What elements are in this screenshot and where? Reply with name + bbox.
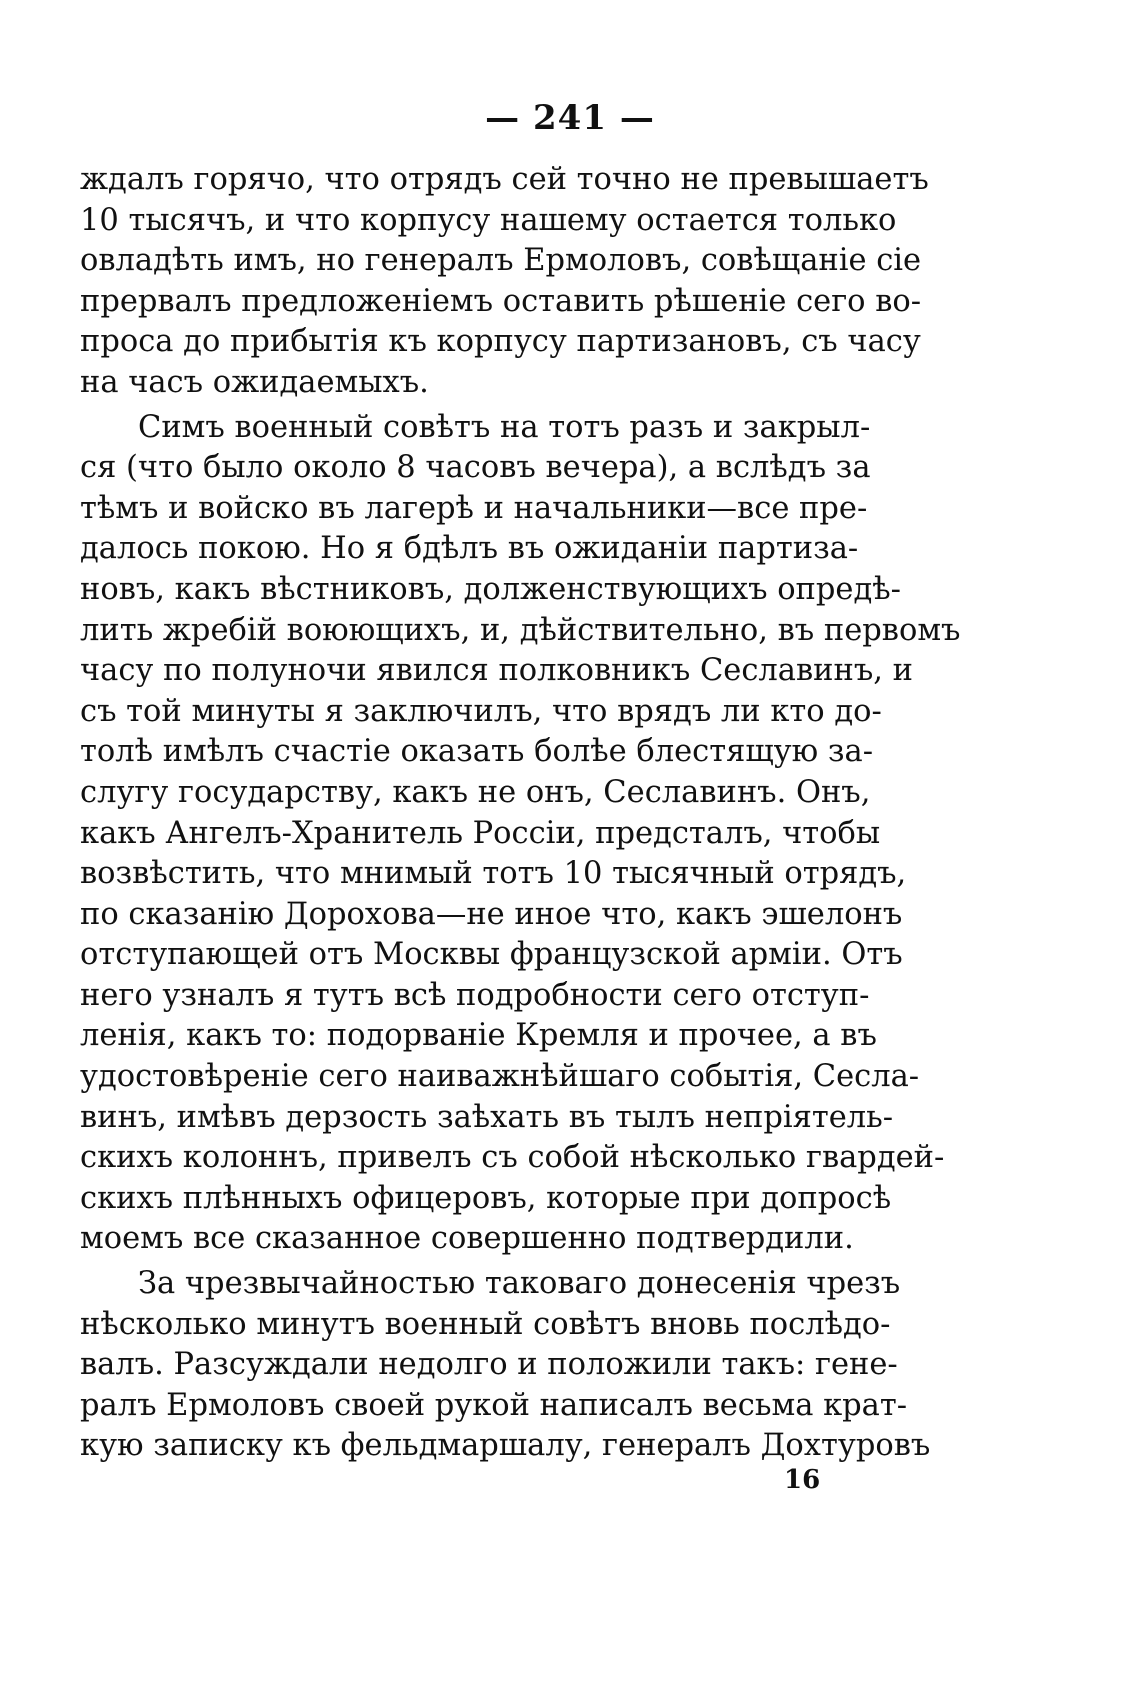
text-line: ждалъ горячо, что отрядъ сей точно не превышаетъ xyxy=(80,162,929,197)
text-line: ралъ Ермоловъ своей рукой написалъ весьма крат- xyxy=(80,1387,908,1423)
text-line: слугу государству, какъ не онъ, Сеславинъ. Онъ, xyxy=(80,774,871,810)
text-line: отступающей отъ Москвы французской арміи. Отъ xyxy=(80,937,903,973)
text-line: лить жребій воюющихъ, и, дѣйствительно, въ первомъ xyxy=(80,612,961,648)
text-line: ленія, какъ то: подорваніе Кремля и прочее, а въ xyxy=(80,1018,877,1054)
text-line: моемъ все сказанное совершенно подтвердили. xyxy=(80,1221,854,1257)
text-line: За чрезвычайностью таковаго донесенія чрезъ xyxy=(138,1266,901,1302)
text-line: съ той минуты я заключилъ, что врядъ ли кто до- xyxy=(80,693,882,729)
text-line: на часъ ожидаемыхъ. xyxy=(80,364,429,400)
page-number: — 241 — xyxy=(485,98,655,138)
text-line: прервалъ предложеніемъ оставить рѣшеніе сего во- xyxy=(80,283,922,319)
text-line: Симъ военный совѣтъ на тотъ разъ и закрыл- xyxy=(138,409,871,445)
text-line: кую записку къ фельдмаршалу, генералъ Дохтуровъ xyxy=(80,1428,931,1464)
text-line: новъ, какъ вѣстниковъ, долженствующихъ опредѣ- xyxy=(80,571,901,607)
paragraph-2 xyxy=(80,408,961,1260)
text-line: 10 тысячъ, и что корпусу нашему остается только xyxy=(80,202,897,238)
paragraph-3 xyxy=(80,1264,931,1467)
text-line: возвѣстить, что мнимый тотъ 10 тысячный отрядъ, xyxy=(80,856,907,892)
text-line: винъ, имѣвъ дерзость заѣхать въ тылъ непріятель- xyxy=(80,1099,894,1135)
text-line: скихъ плѣнныхъ офицеровъ, которые при допросѣ xyxy=(80,1180,892,1216)
text-line: скихъ колоннъ, привелъ съ собой нѣсколько гвардей- xyxy=(80,1140,945,1176)
text-line: какъ Ангелъ-Хранитель Россіи, предсталъ, чтобы xyxy=(80,815,881,851)
printer-signature-mark: 16 xyxy=(784,1465,821,1495)
text-line: проса до прибытія къ корпусу партизановъ, съ часу xyxy=(80,324,921,360)
text-line: удостовѣреніе сего наиважнѣйшаго событія, Сесла- xyxy=(80,1059,920,1095)
text-line: по сказанію Дорохова—не иное что, какъ эшелонъ xyxy=(80,896,903,932)
text-line: валъ. Разсуждали недолго и положили такъ: гене- xyxy=(80,1347,898,1383)
text-line: толѣ имѣлъ счастіе оказать болѣе блестящую за- xyxy=(80,734,873,770)
text-line: овладѣть имъ, но генералъ Ермоловъ, совѣщаніе сіе xyxy=(80,243,922,279)
text-line: ся (что было около 8 часовъ вечера), а вслѣдъ за xyxy=(80,450,871,486)
text-line: нѣсколько минутъ военный совѣтъ вновь послѣдо- xyxy=(80,1306,891,1342)
text-line: часу по полуночи явился полковникъ Сеславинъ, и xyxy=(80,653,913,689)
body-text xyxy=(80,160,961,1467)
text-line: далось покою. Но я бдѣлъ въ ожиданіи партиза- xyxy=(80,531,859,567)
text-line: тѣмъ и войско въ лагерѣ и начальники—все пре- xyxy=(80,490,868,526)
text-line: него узналъ я тутъ всѣ подробности сего отступ- xyxy=(80,977,870,1013)
paragraph-1 xyxy=(80,160,929,404)
